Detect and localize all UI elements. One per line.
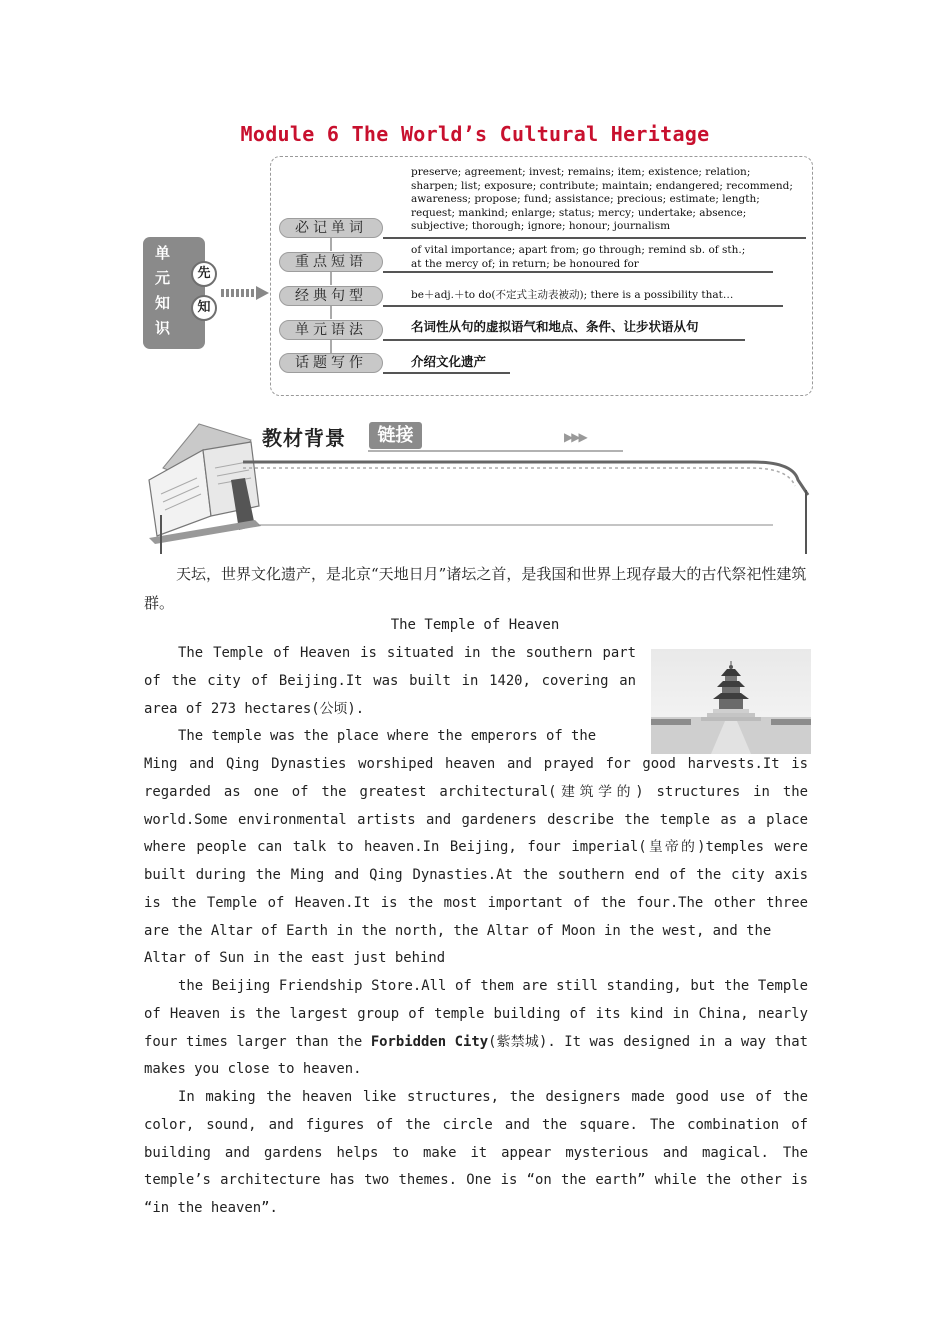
label-vocabulary: 必记单词 <box>279 218 383 238</box>
label-grammar: 单元语法 <box>279 320 383 340</box>
underline <box>383 339 745 341</box>
section-tag: 链接 <box>369 422 422 449</box>
underline <box>383 271 773 273</box>
vocab-line: sharpen; list; exposure; contribute; maintain; endangered; recommend; <box>411 179 793 192</box>
phrase-line: of vital importance; apart from; go through; remind sb. of sth.; <box>411 244 746 256</box>
intro-chinese: 天坛，世界文化遗产，是北京“天地日月”诸坛之首，是我国和世界上现存最大的古代祭祀性建筑群。 <box>144 565 807 612</box>
connector <box>330 340 332 353</box>
vocab-line: awareness; propose; fund; assistance; precious; estimate; length; <box>411 193 760 205</box>
badge-char: 单 <box>155 244 171 262</box>
connector <box>330 238 332 251</box>
paragraph-2: Ming and Qing Dynasties worshiped heaven and prayed for good harvests.It is regarded as one of the greatest architectural(建筑学的) structures in the world.Some environmental artists and gardeners describe the temple as a place where people can talk to heaven.In Beijing, four imperial(皇帝的)temples were built during the Ming and Qing Dynasties.At the southern end of the city axis is the Temple of Heaven.It is the most important of the four.The other three are the Altar of Earth in the north, the Altar of Moon in the west, and the <box>144 756 808 939</box>
paragraph-3 <box>144 973 808 1084</box>
temple-of-heaven-photo <box>651 649 811 754</box>
connector <box>330 272 332 285</box>
label-sentences: 经典句型 <box>279 286 383 306</box>
phrase-list <box>411 244 745 271</box>
badge-circle: 知 <box>191 295 217 321</box>
badge-char: 知 <box>155 294 171 312</box>
unit-knowledge-badge <box>143 237 211 349</box>
section-arrows: ▶▶▶ <box>564 430 586 444</box>
vocab-line: subjective; thorough; ignore; honour; journalism <box>411 220 671 232</box>
vocabulary-list <box>411 166 806 234</box>
underline <box>383 305 783 307</box>
phrase-line: at the mercy of; in return; be honoured for <box>411 257 639 270</box>
vocab-line: preserve; agreement; invest; remains; item; existence; relation; <box>411 166 751 178</box>
paragraph-2-end: Altar of Sun in the east just behind <box>144 950 446 966</box>
sentence-pattern: be＋adj.＋to do(不定式主动表被动); there is a possibility that… <box>411 289 734 301</box>
forbidden-city-term: Forbidden City <box>370 1033 489 1050</box>
arrow-right-icon <box>221 286 269 300</box>
underline <box>383 237 806 239</box>
badge-char: 元 <box>155 269 171 287</box>
section-title: 教材背景 <box>262 426 346 450</box>
writing-topic: 介绍文化遗产 <box>411 354 487 369</box>
vocab-line: request; mankind; enlarge; status; mercy; undertake; absence; <box>411 206 747 219</box>
badge-char: 识 <box>155 319 171 337</box>
badge-circle: 先 <box>191 261 217 287</box>
paragraph-3-text-end: (紫禁城). It was designed in a way that makes you close to heaven. <box>144 1033 808 1078</box>
underline <box>383 372 510 374</box>
grammar-text: 名词性从句的虚拟语气和地点、条件、让步状语从句 <box>411 319 699 334</box>
paragraph-3-text: the Beijing Friendship Store.All of them are still standing, but the Temple of Heaven is the largest group of temple building of its kind in China, nearly four times larger than the <box>144 978 808 1050</box>
paragraph-1: The Temple of Heaven is situated in the southern part of the city of Beijing.It was built in 1420, covering an area of 273 hectares(公顷). <box>144 645 636 717</box>
label-writing: 话题写作 <box>279 353 383 373</box>
page-title: Module 6 The World’s Cultural Heritage <box>240 122 710 146</box>
section-header-graphic <box>143 420 813 556</box>
paragraph-2-start: The temple was the place where the emperors of the <box>178 728 597 744</box>
paragraph-4: In making the heaven like structures, the designers made good use of the color, sound, and figures of the circle and the square. The combination of building and gardens helps to make it appear mysterious and magical. The temple’s architecture has two themes. One is “on the earth” while the other is “in the heaven”. <box>144 1089 808 1217</box>
label-phrases: 重点短语 <box>279 252 383 272</box>
connector <box>330 306 332 319</box>
article-title: The Temple of Heaven <box>390 617 560 633</box>
book-icon <box>149 424 261 544</box>
